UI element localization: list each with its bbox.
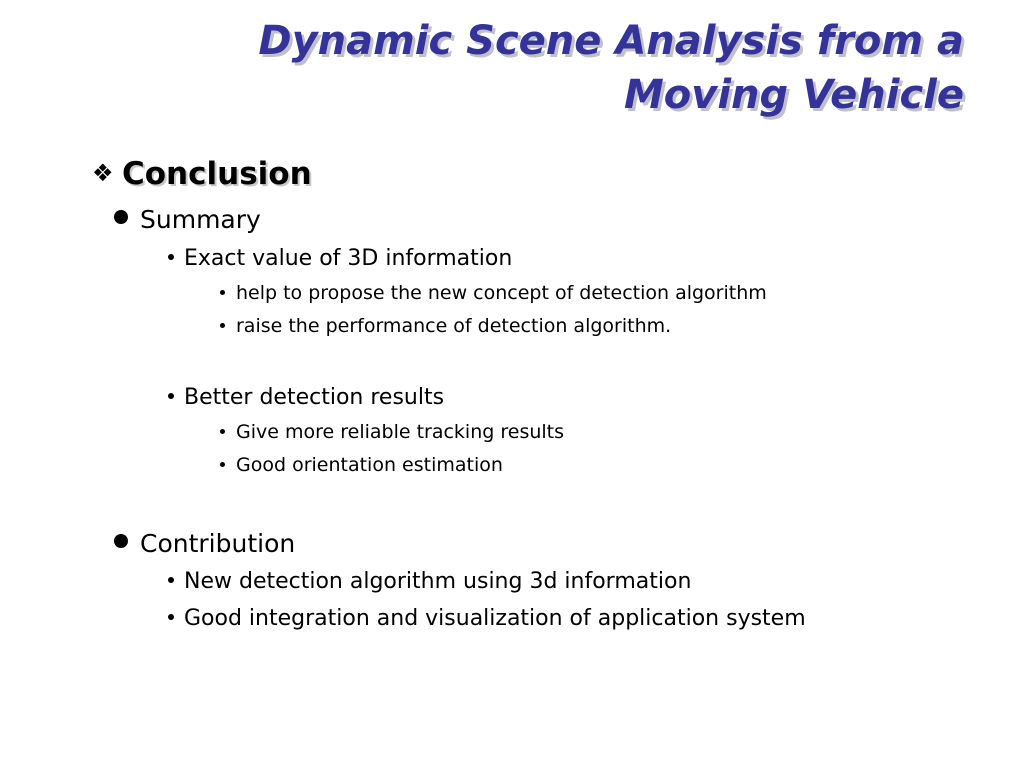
bullet-dot-icon (168, 254, 174, 260)
point-text: Exact value of 3D information (184, 246, 513, 271)
subpoint-text: Good orientation estimation (236, 454, 503, 476)
bullet-dot-icon (220, 462, 225, 467)
subpoint-propose-concept (220, 282, 767, 304)
point-text: New detection algorithm using 3d information (184, 569, 692, 594)
section-label: Contribution (140, 529, 296, 558)
bullet-dot-icon (220, 429, 225, 434)
section-summary (114, 205, 261, 234)
subpoint-text: raise the performance of detection algorithm. (236, 315, 672, 337)
subpoint-raise-performance (220, 315, 671, 337)
diamond-quad-icon: ❖ (92, 159, 114, 187)
bullet-dot-icon (168, 577, 174, 583)
bullet-dot-icon (114, 210, 128, 224)
subpoint-text: help to propose the new concept of detection algorithm (236, 282, 767, 304)
title-line-1: Dynamic Scene Analysis from a (258, 18, 964, 64)
heading-conclusion (92, 156, 312, 192)
section-contribution (114, 529, 295, 558)
bullet-dot-icon (168, 393, 174, 399)
point-better-detection (168, 385, 444, 410)
section-label: Summary (140, 205, 261, 234)
point-integration (168, 606, 806, 631)
bullet-dot-icon (114, 534, 128, 548)
bullet-dot-icon (220, 290, 225, 295)
subpoint-reliable-tracking (220, 421, 564, 443)
heading-text: Conclusion (122, 156, 312, 192)
point-3d-information (168, 246, 512, 271)
subpoint-text: Give more reliable tracking results (236, 421, 565, 443)
point-new-algorithm (168, 569, 691, 594)
slide-title (64, 14, 964, 122)
point-text: Good integration and visualization of application system (184, 606, 806, 631)
title-line-2: Moving Vehicle (623, 72, 964, 118)
point-text: Better detection results (184, 385, 445, 410)
subpoint-orientation (220, 454, 503, 476)
bullet-dot-icon (168, 614, 174, 620)
bullet-dot-icon (220, 323, 225, 328)
